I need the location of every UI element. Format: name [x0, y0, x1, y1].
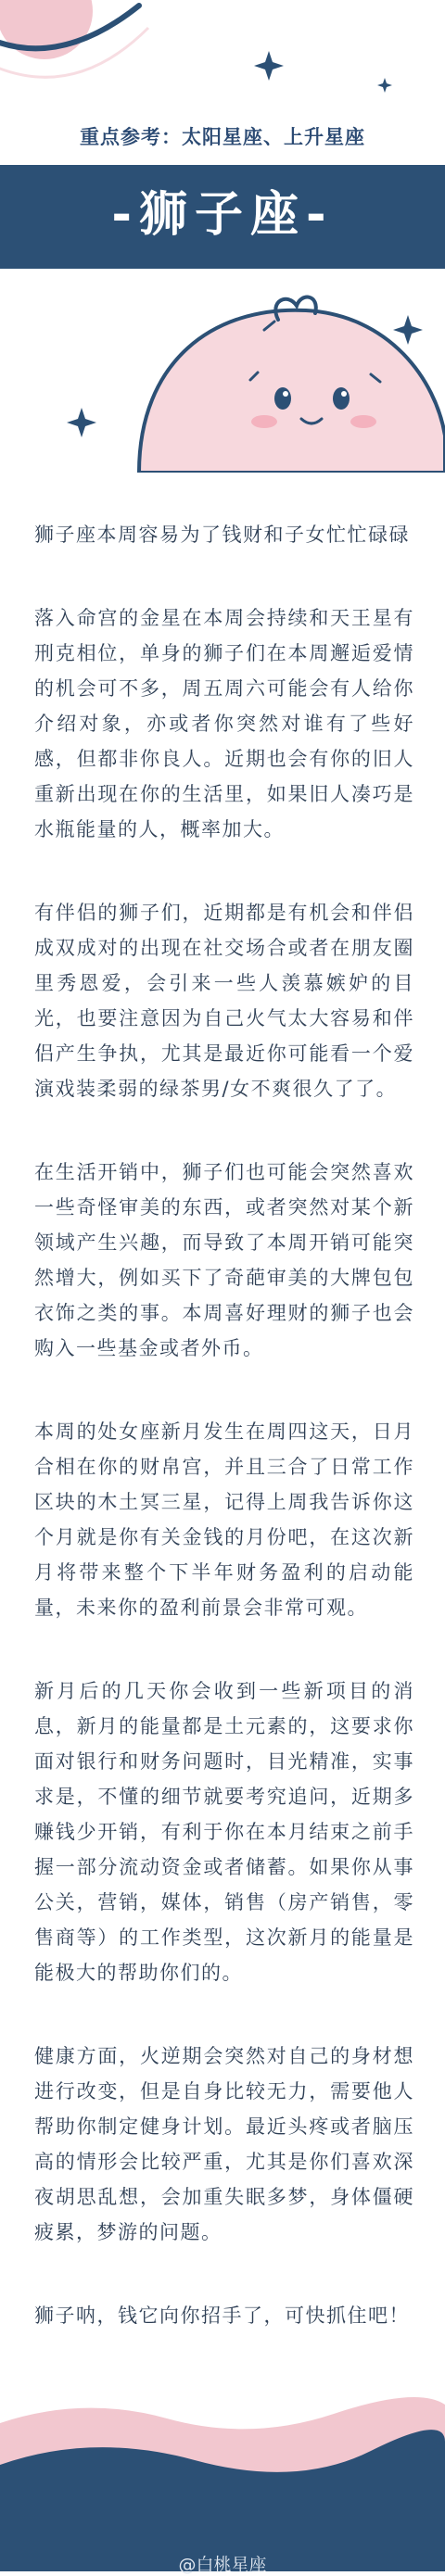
paragraph: 有伴侣的狮子们，近期都是有机会和伴侣成双成对的出现在社交场合或者在朋友圈里秀恩爱，会引来一些人羡慕嫉妒的目光，也要注意因为自己火气太大容易和伴侣产生争执，尤其是最近你可能看一个爱演戏装柔弱的绿茶男/女不爽很久了了。: [34, 902, 414, 1100]
star-icon: [254, 51, 284, 81]
paragraph: 在生活开销中，狮子们也可能会突然喜欢一些奇怪审美的东西，或者突然对某个新领域产生兴趣，而导致了本周开销可能突然增大，例如买下了奇葩审美的大牌包包衣饰之类的事。本周喜好理财的狮子也会购入一些基金或者外币。: [34, 1161, 414, 1359]
header: [0, 0, 445, 473]
footer-waves: [0, 2377, 445, 2571]
paragraph: 狮子呐，钱它向你招手了，可快抓住吧！: [34, 2305, 410, 2327]
star-icon: [377, 78, 392, 93]
footer: [0, 2377, 445, 2571]
reference-note: 重点参考：太阳星座、上升星座: [80, 126, 365, 148]
star-icon: [67, 408, 96, 437]
page-title: -狮子座-: [111, 187, 334, 243]
paragraph: 健康方面，火逆期会突然对自己的身材想进行改变，但是自身比较无力，需要他人帮助你制定健身计划。最近头疼或者脑压高的情形会比较严重，尤其是你们喜欢深夜胡思乱想，会加重失眠多梦，身体僵硬疲累，梦游的问题。: [34, 2045, 414, 2243]
star-icon: [393, 315, 423, 345]
paragraph: 狮子座本周容易为了钱财和子女忙忙碌碌: [34, 524, 410, 546]
paragraph: 新月后的几天你会收到一些新项目的消息，新月的能量都是土元素的，这要求你面对银行和财务问题时，目光精准，实事求是，不懂的细节就要考究追问，近期多赚钱少开销，有利于你在本月结束之前手握一部分流动资金或者储蓄。如果你从事公关，营销，媒体，销售（房产销售，零售商等）的工作类型，这次新月的能量是能极大的帮助你们的。: [34, 1680, 414, 1984]
paragraph: 落入命宫的金星在本周会持续和天王星有刑克相位，单身的狮子们在本周邂逅爱情的机会可不多，周五周六可能会有人给你介绍对象，亦或者你突然对谁有了些好感，但都非你良人。近期也会有你的旧人重新出现在你的生活里，如果旧人凑巧是水瓶能量的人，概率加大。: [34, 607, 414, 840]
planet-icon: [0, 0, 148, 77]
article-body: [34, 517, 414, 2381]
paragraph: 本周的处女座新月发生在周四这天，日月合相在你的财帛宫，并且三合了日常工作区块的木土冥三星，记得上周我告诉你这个月就是你有关金钱的月份吧，在这次新月将带来整个下半年财务盈利的启动能量，未来你的盈利前景会非常可观。: [34, 1421, 414, 1619]
watermark: @白桃星座: [178, 2555, 267, 2575]
blob-mascot-icon: [139, 297, 445, 473]
